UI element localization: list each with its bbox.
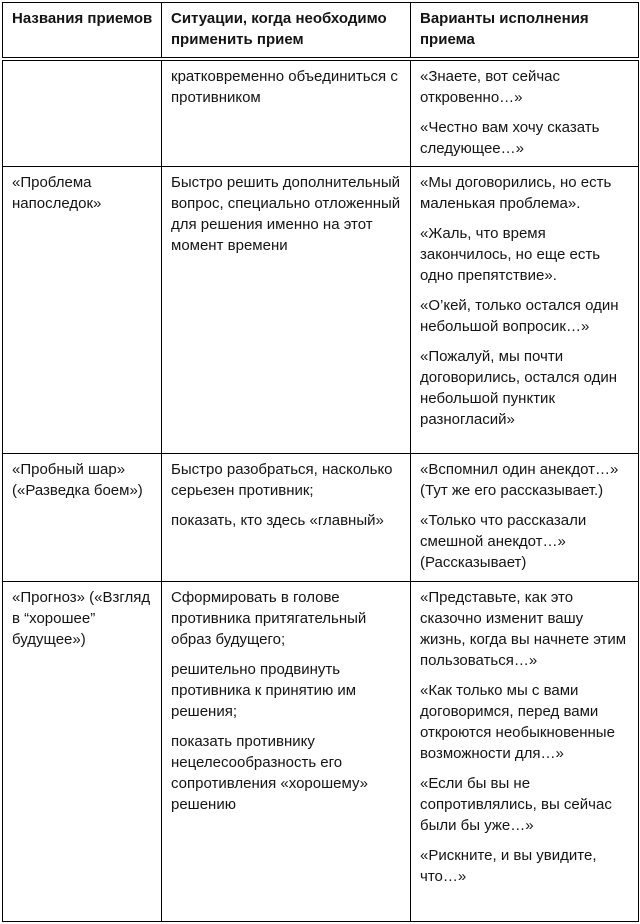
table-row	[3, 582, 639, 922]
table-row	[3, 167, 639, 454]
cell-paragraph: «Честно вам хочу сказать следующее…»	[420, 119, 600, 157]
technique-name-cell	[3, 582, 162, 922]
variants-cell	[411, 582, 639, 922]
cell-paragraph: «Прогноз» («Взгляд в “хорошее” будущее»)	[12, 589, 151, 648]
cell-paragraph: Быстро разобраться, насколько серьезен противник;	[171, 461, 393, 499]
cell-paragraph: «Представьте, как это сказочно изменит вашу жизнь, когда вы начнете этим пользоваться…»	[420, 589, 627, 669]
cell-paragraph: Сформировать в голове противника притягательный образ будущего;	[171, 589, 367, 648]
table-row	[3, 59, 639, 167]
cell-paragraph: «Только что рассказали смешной анекдот…» (Рассказывает)	[420, 512, 587, 571]
cell-paragraph: «Проблема напоследок»	[12, 174, 102, 212]
cell-paragraph: «Пожалуй, мы почти договорились, остался один небольшой пунктик разногласий»	[420, 348, 618, 428]
cell-paragraph: «О’кей, только остался один небольшой вопросик…»	[420, 297, 619, 335]
cell-paragraph: Быстро решить дополнительный вопрос, специально отложенный для решения именно на этот момент времени	[171, 174, 401, 254]
situation-cell	[162, 454, 411, 582]
cell-paragraph: показать, кто здесь «главный»	[171, 512, 384, 529]
cell-paragraph: «Жаль, что время закончилось, но еще есть одно препятствие».	[420, 225, 601, 284]
cell-paragraph: «Мы договорились, но есть маленькая проблема».	[420, 174, 612, 212]
cell-paragraph: «Если бы вы не сопротивлялись, вы сейчас были бы уже…»	[420, 775, 612, 834]
situation-cell	[162, 167, 411, 454]
situation-cell	[162, 59, 411, 167]
variants-cell	[411, 454, 639, 582]
table-row	[3, 454, 639, 582]
situation-cell	[162, 582, 411, 922]
cell-paragraph: решительно продвинуть противника к принятию им решения;	[171, 661, 357, 720]
cell-paragraph: «Как только мы с вами договоримся, перед вами откроются необыкновенные возможности для…»	[420, 682, 615, 762]
cell-paragraph: «Пробный шар» («Разведка боем»)	[12, 461, 143, 499]
technique-name-cell	[3, 59, 162, 167]
cell-paragraph: «Знаете, вот сейчас откровенно…»	[420, 68, 560, 106]
variants-cell	[411, 167, 639, 454]
col-header-situation: Ситуации, когда необходимо применить прием	[162, 3, 411, 60]
table-body	[3, 59, 639, 922]
technique-name-cell	[3, 167, 162, 454]
cell-paragraph: «Рискните, и вы увидите, что…»	[420, 847, 597, 885]
cell-paragraph: показать противнику нецелесообразность его сопротивления «хорошему» решению	[171, 733, 368, 813]
col-header-variants: Варианты исполнения приема	[411, 3, 639, 60]
cell-paragraph: кратковременно объединиться с противником	[171, 68, 398, 106]
techniques-table	[2, 2, 639, 922]
header-row	[3, 3, 639, 60]
cell-paragraph: «Вспомнил один анекдот…» (Тут же его рассказывает.)	[420, 461, 619, 499]
variants-cell	[411, 59, 639, 167]
col-header-technique-name: Названия приемов	[3, 3, 162, 60]
technique-name-cell	[3, 454, 162, 582]
